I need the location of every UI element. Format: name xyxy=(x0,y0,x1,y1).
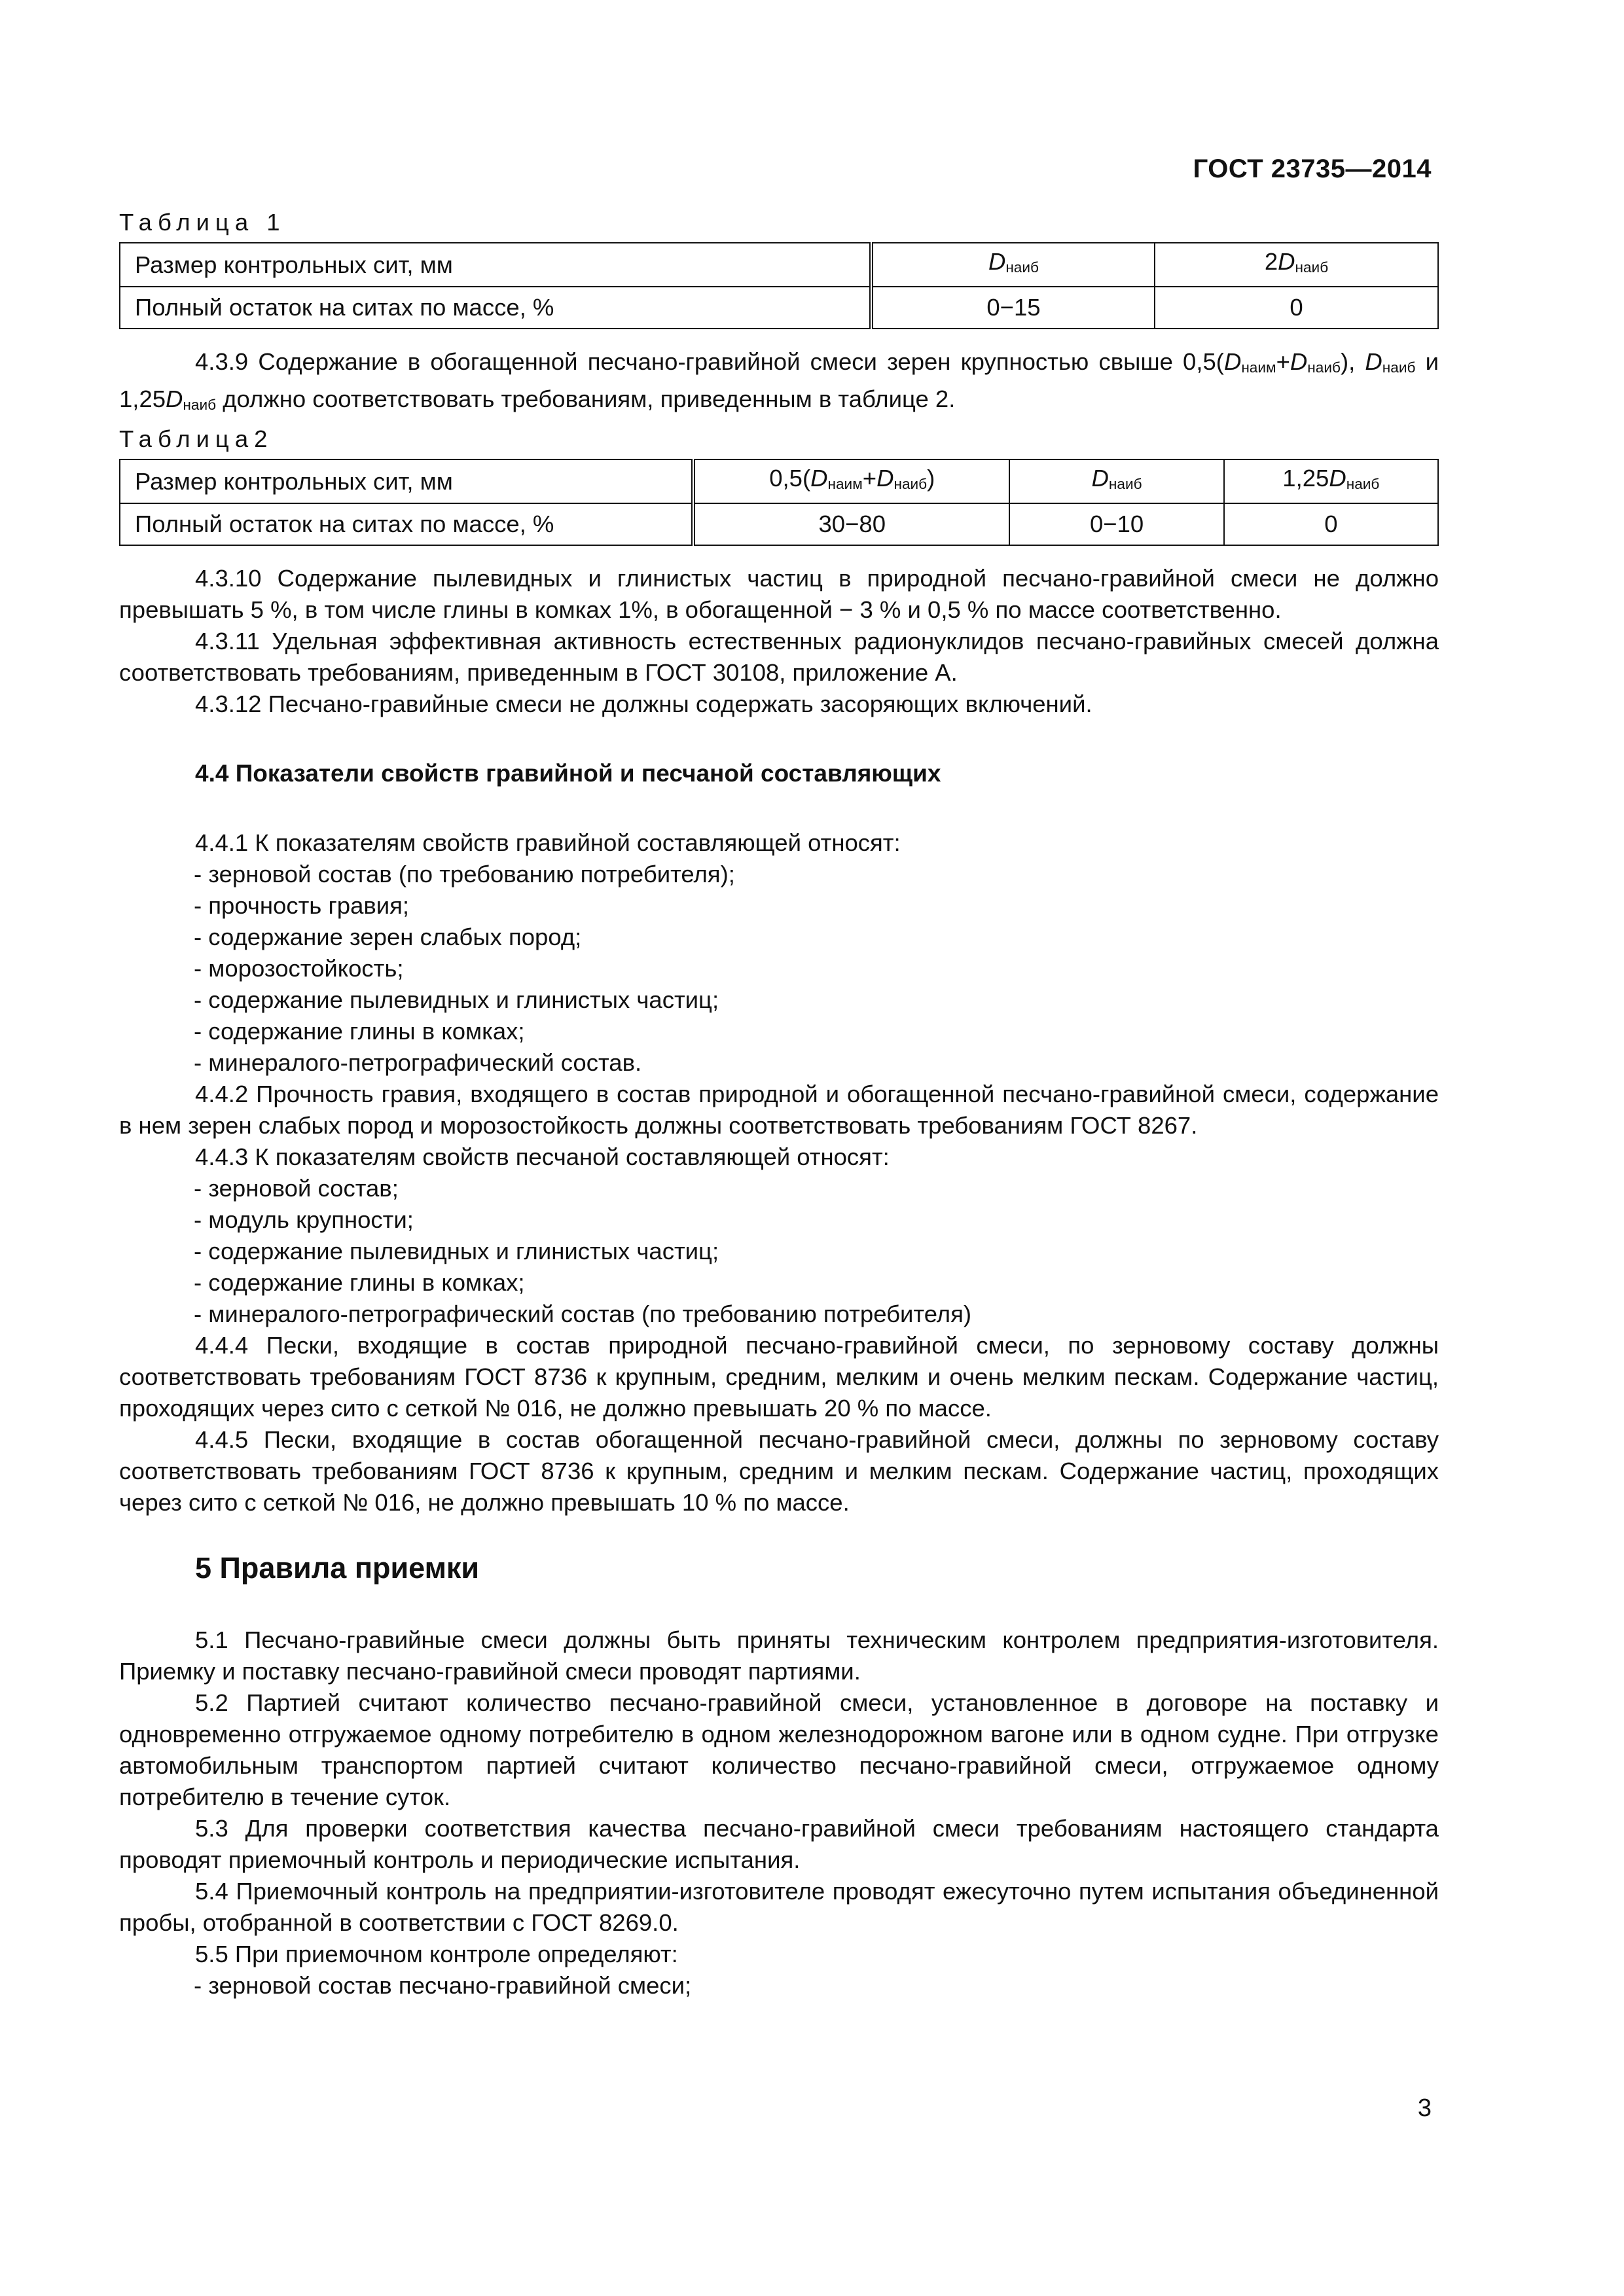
list-item: - модуль крупности; xyxy=(194,1206,414,1233)
paragraph-4-3-10: 4.3.10 Содержание пылевидных и глинистых частиц в природной песчано-гравийной смеси не должно превышать 5 %, в том числе глины в комках 1%, в обогащенной − 3 % и 0,5 % по массе соответственно. xyxy=(119,565,1439,623)
subscript: наиб xyxy=(1005,259,1039,276)
paragraph-4-4-5: 4.4.5 Пески, входящие в состав обогащенной песчано-гравийной смеси, должны по зерновому составу соответствовать требованиям ГОСТ 8736 к крупным, средним и мелким пескам. Содержание частиц, проходящих через сито с сеткой № 016, не должно превышать 10 % по массе. xyxy=(119,1426,1439,1516)
paragraph-4-3-9 xyxy=(119,346,1439,421)
list-item: - прочность гравия; xyxy=(194,892,410,919)
subscript: наим xyxy=(1241,359,1276,376)
list-item: - содержание глины в комках; xyxy=(194,1269,525,1296)
paragraph-5-3: 5.3 Для проверки соответствия качества песчано-гравийной смеси требованиям настоящего стандарта проводят приемочный контроль и периодические испытания. xyxy=(119,1815,1439,1873)
table-cell: Размер контрольных сит, мм xyxy=(120,459,693,503)
table-cell: 0−15 xyxy=(871,287,1155,329)
list-item: - содержание пылевидных и глинистых частиц; xyxy=(194,986,719,1013)
table-2 xyxy=(119,459,1439,546)
paragraph-5-4: 5.4 Приемочный контроль на предприятии-изготовителе проводят ежесуточно путем испытания объединенной пробы, отобранной в соответствии с ГОСТ 8269.0. xyxy=(119,1878,1439,1936)
text: и 1,25 xyxy=(119,348,1439,412)
symbol: D xyxy=(1278,248,1295,275)
paragraph-4-4-4: 4.4.4 Пески, входящие в состав природной песчано-гравийной смеси, по зерновому составу должны соответствовать требованиям ГОСТ 8736 к крупным, средним, мелким и очень мелким пескам. Содержание частиц, проходящих через сито с сеткой № 016, не должно превышать 20 % по массе. xyxy=(119,1332,1439,1422)
table-cell: 0−10 xyxy=(1009,503,1223,545)
symbol: D xyxy=(1365,348,1382,375)
table2-caption: Таблица2 xyxy=(119,425,274,452)
list-item: - содержание пылевидных и глинистых частиц; xyxy=(194,1238,719,1265)
subscript: наим xyxy=(827,476,863,492)
symbol: D xyxy=(1223,348,1242,375)
list-item: - минералого-петрографический состав (по требованию потребителя) xyxy=(194,1300,971,1327)
list-item: - морозостойкость; xyxy=(194,955,404,982)
list-item: - минералого-петрографический состав. xyxy=(194,1049,642,1076)
symbol: D xyxy=(166,386,183,412)
table-1 xyxy=(119,242,1439,329)
table-cell xyxy=(1224,459,1438,503)
text: ) xyxy=(927,465,935,492)
list-item: - зерновой состав (по требованию потребителя); xyxy=(194,861,735,888)
table-cell: 30−80 xyxy=(693,503,1009,545)
document-id: ГОСТ 23735—2014 xyxy=(1193,154,1432,183)
symbol: D xyxy=(876,465,894,492)
symbol: D xyxy=(1329,465,1346,492)
text: + xyxy=(1276,348,1290,375)
paragraph-4-4-2: 4.4.2 Прочность гравия, входящего в состав природной и обогащенной песчано-гравийной смеси, содержание в нем зерен слабых пород и морозостойкость должны соответствовать требованиям ГОСТ 8267. xyxy=(119,1081,1439,1139)
paragraph-4-3-11: 4.3.11 Удельная эффективная активность естественных радионуклидов песчано-гравийных смесей должна соответствовать требованиям, приведенным в ГОСТ 30108, приложение А. xyxy=(119,628,1439,686)
page-number: 3 xyxy=(1417,2094,1432,2122)
paragraph-4-4-3: 4.4.3 К показателям свойств песчаной составляющей относят: xyxy=(195,1143,890,1170)
page-body xyxy=(119,207,1439,2001)
paragraph-4-4-1: 4.4.1 К показателям свойств гравийной составляющей относят: xyxy=(195,829,901,856)
paragraph-5-5: 5.5 При приемочном контроле определяют: xyxy=(195,1941,678,1967)
table-cell: Полный остаток на ситах по массе, % xyxy=(120,503,693,545)
table1-caption: Таблица 1 xyxy=(119,209,286,236)
subscript: наиб xyxy=(1295,259,1329,276)
table-row xyxy=(120,287,1438,329)
list-item: - зерновой состав; xyxy=(194,1175,399,1202)
text: 4.3.9 Содержание в обогащенной песчано-гравийной смеси зерен крупностью свыше 0,5( xyxy=(195,348,1224,375)
paragraph-5-1: 5.1 Песчано-гравийные смеси должны быть приняты техническим контролем предприятия-изготовителя. Приемку и поставку песчано-гравийной смеси проводят партиями. xyxy=(119,1626,1439,1685)
section-heading-5: 5 Правила приемки xyxy=(195,1551,480,1585)
subscript: наиб xyxy=(893,476,928,492)
symbol: D xyxy=(988,248,1006,275)
table-row xyxy=(120,459,1438,503)
text: 0,5( xyxy=(769,465,811,492)
text: 1,25 xyxy=(1282,465,1329,492)
table-cell: Полный остаток на ситах по массе, % xyxy=(120,287,871,329)
subscript: наиб xyxy=(183,397,217,413)
table-cell xyxy=(1009,459,1223,503)
symbol: D xyxy=(1091,465,1109,492)
list-item: - содержание зерен слабых пород; xyxy=(194,924,582,950)
text: должно соответствовать требованиям, приведенным в таблице 2. xyxy=(216,386,956,412)
table-cell xyxy=(871,243,1155,287)
paragraph-5-2: 5.2 Партией считают количество песчано-гравийной смеси, установленное в договоре на поставку и одновременно отгружаемое одному потребителю в одном железнодорожном вагоне или в одном судне. При отгрузке автомобильным транспортом партией считают количество песчано-гравийной смеси, отгружаемое одному потребителю в течение суток. xyxy=(119,1689,1439,1810)
subscript: наиб xyxy=(1346,476,1380,492)
text: + xyxy=(862,465,877,492)
table-cell: 0 xyxy=(1224,503,1438,545)
table-row xyxy=(120,243,1438,287)
section-heading-4-4: 4.4 Показатели свойств гравийной и песчаной составляющих xyxy=(195,760,941,787)
table-cell: Размер контрольных сит, мм xyxy=(120,243,871,287)
text: ), xyxy=(1340,348,1365,375)
symbol: D xyxy=(810,465,828,492)
subscript: наиб xyxy=(1108,476,1142,492)
table-row xyxy=(120,503,1438,545)
table-cell: 0 xyxy=(1155,287,1438,329)
list-item: - содержание глины в комках; xyxy=(194,1018,525,1045)
subscript: наиб xyxy=(1382,359,1416,376)
list-item: - зерновой состав песчано-гравийной смеси; xyxy=(194,1972,692,1999)
table-cell xyxy=(693,459,1009,503)
subscript: наиб xyxy=(1307,359,1341,376)
prefix: 2 xyxy=(1264,248,1278,275)
symbol: D xyxy=(1290,348,1308,375)
paragraph-4-3-12: 4.3.12 Песчано-гравийные смеси не должны содержать засоряющих включений. xyxy=(195,691,1092,717)
table-cell xyxy=(1155,243,1438,287)
